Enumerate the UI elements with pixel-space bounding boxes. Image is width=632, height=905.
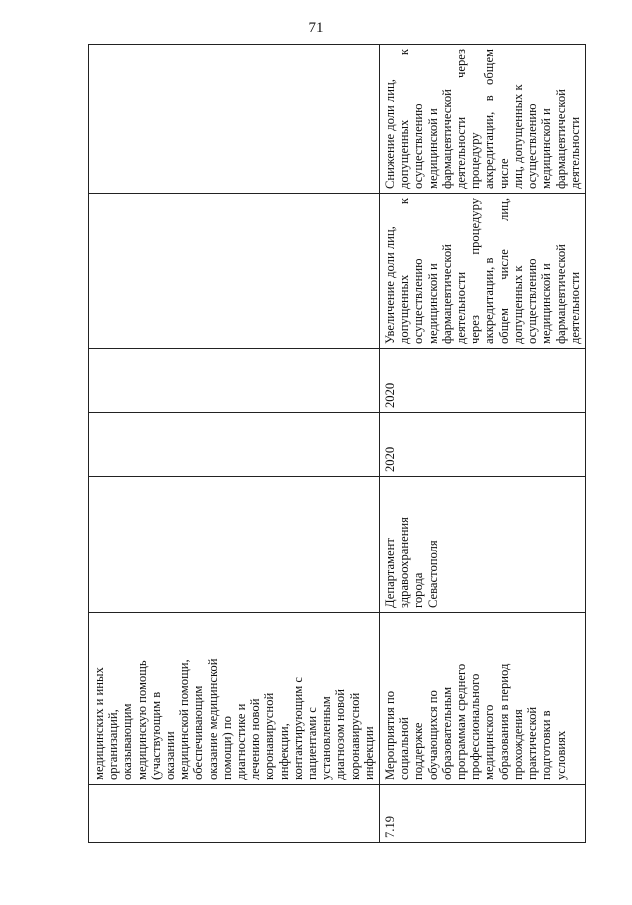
text-line: через процедуру аккредитации, в: [468, 198, 497, 344]
text-line: обеспечивающим: [191, 685, 206, 780]
text-line: (участвующим в: [148, 691, 163, 780]
text-line: диагнозом новой: [333, 689, 348, 780]
cell-prev-start: [89, 413, 380, 477]
text-line: медицинского: [482, 704, 497, 780]
cell-risk: [380, 45, 586, 194]
text-line: инфекции: [361, 726, 376, 780]
cell-result: [380, 194, 586, 349]
cell-start-year: 2020: [380, 413, 586, 477]
table-row-7-19: [380, 45, 586, 843]
text-line: пациентами с: [305, 707, 320, 780]
cell-responsible: [380, 477, 586, 613]
text-line: программам среднего: [454, 663, 469, 780]
text-line: медицинской помощи,: [177, 659, 192, 780]
text-line: допущенных к осуществлению: [397, 49, 426, 189]
text-line: прохождения: [510, 709, 525, 780]
cell-number: 7.19: [380, 785, 586, 843]
text-line: Мероприятия по: [383, 690, 398, 780]
text-line: допущенных к осуществлению: [397, 198, 426, 344]
text-line: коронавирусной: [262, 692, 277, 780]
text-line: образовательным: [439, 686, 454, 780]
text-line: деятельности через процедуру: [454, 49, 483, 189]
text-line: фармацевтической: [439, 89, 454, 189]
text-line: здравоохранения: [397, 517, 412, 608]
text-line: помощи) по: [219, 716, 234, 780]
text-line: лечению новой: [248, 698, 263, 780]
rotated-table-container: [88, 45, 582, 843]
table-row-previous: [89, 45, 380, 843]
cell-prev-end: [89, 349, 380, 413]
text-line: социальной: [397, 717, 412, 780]
text-line: города: [411, 572, 426, 608]
cell-prev-result: [89, 194, 380, 349]
text-line: Увеличение доли лиц,: [383, 226, 398, 344]
text-line: фармацевтической деятельности: [439, 244, 469, 344]
text-line: медицинской и: [425, 108, 440, 189]
text-line: осуществлению медицинской и: [525, 103, 554, 189]
text-line: оказывающим: [120, 703, 135, 780]
text-line: фармацевтической деятельности: [553, 244, 582, 344]
text-line: медицинских и иных: [92, 667, 106, 780]
text-line: контактирующим с: [290, 677, 305, 780]
text-line: практической: [525, 706, 540, 780]
text-line: диагностике и: [234, 703, 249, 780]
text-line: оказании: [163, 731, 178, 780]
text-line: оказание медицинской: [205, 658, 220, 780]
text-line: поддержке: [411, 722, 426, 780]
text-line: аккредитации, в общем числе: [482, 49, 511, 189]
text-line: условиях: [553, 730, 568, 780]
text-line: инфекции,: [276, 723, 291, 780]
text-line: фармацевтической: [553, 89, 568, 189]
text-line: образования в период: [496, 663, 511, 780]
cell-measure: [380, 613, 586, 785]
text-line: обучающихся по: [425, 690, 440, 780]
text-line: деятельности: [567, 116, 582, 189]
text-line: организаций,: [106, 709, 121, 780]
text-line: осуществлению медицинской и: [525, 258, 554, 344]
text-line: профессионального: [468, 673, 483, 780]
page-number: 71: [308, 20, 324, 36]
text-line: общем числе лиц, допущенных к: [496, 198, 525, 344]
cell-prev-measure: [89, 613, 380, 785]
text-line: установленным: [319, 696, 334, 780]
text-line: лиц, допущенных к: [510, 84, 525, 189]
cell-prev-risk: [89, 45, 380, 194]
text-line: Снижение доли лиц,: [383, 79, 398, 189]
text-line: медицинской и: [425, 263, 440, 344]
cell-prev-responsible: [89, 477, 380, 613]
text-line: Департамент: [383, 538, 398, 608]
text-line: Севастополя: [425, 540, 440, 608]
measures-table: [88, 44, 586, 843]
text-line: медицинскую помощь: [134, 660, 149, 780]
text-line: коронавирусной: [347, 692, 362, 780]
cell-end-year: 2020: [380, 349, 586, 413]
text-line: подготовки в: [539, 710, 554, 780]
cell-prev-number: [89, 785, 380, 843]
